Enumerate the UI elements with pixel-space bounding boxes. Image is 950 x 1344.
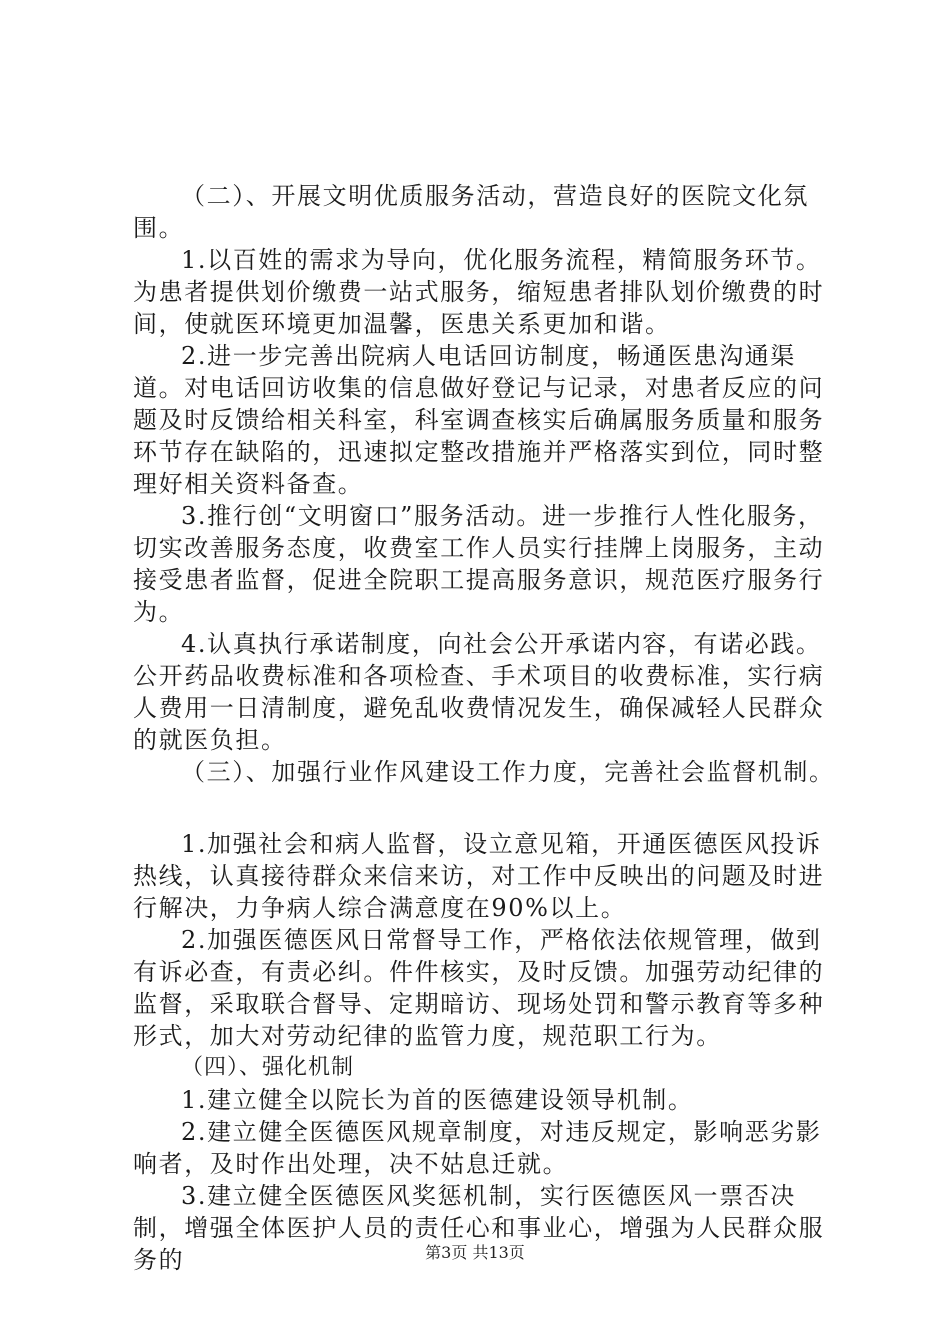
section-heading-4: （四）、强化机制 xyxy=(181,1055,355,1080)
paragraph-2-4: 4.认真执行承诺制度，向社会公开承诺内容，有诺必践。公开药品收费标准和各项检查、手术项目的收费标准，实行病人费用一日清制度，避免乱收费情况发生，确保减轻人民群众的就医负担。 xyxy=(133,630,825,754)
page-number-footer: 第3页 共13页 xyxy=(425,1243,525,1262)
section-heading-3: （三）、加强行业作风建设工作力度，完善社会监督机制。 xyxy=(181,758,835,786)
paragraph-2-2: 2.进一步完善出院病人电话回访制度，畅通医患沟通渠道。对电话回访收集的信息做好登记与记录，对患者反应的问题及时反馈给相关科室，科室调查核实后确属服务质量和服务环节存在缺陷的，迅速拟定整改措施并严格落实到位，同时整理好相关资料备查。 xyxy=(133,342,825,498)
paragraph-2-3: 3.推行创“文明窗口”服务活动。进一步推行人性化服务，切实改善服务态度，收费室工作人员实行挂牌上岗服务，主动接受患者监督，促进全院职工提高服务意识，规范医疗服务行为。 xyxy=(133,502,825,626)
paragraph-4-3: 3.建立健全医德医风奖惩机制，实行医德医风一票否决制，增强全体医护人员的责任心和事业心，增强为人民群众服务的 xyxy=(133,1182,825,1274)
blank-line xyxy=(133,788,845,828)
paragraph-3-1: 1.加强社会和病人监督，设立意见箱，开通医德医风投诉热线，认真接待群众来信来访，对工作中反映出的问题及时进行解决，力争病人综合满意度在90%以上。 xyxy=(133,830,825,922)
document-body xyxy=(133,180,845,1276)
paragraph-4-2: 2.建立健全医德医风规章制度，对违反规定，影响恶劣影响者，及时作出处理，决不姑息迁就。 xyxy=(133,1118,822,1178)
paragraph-4-1: 1.建立健全以院长为首的医德建设领导机制。 xyxy=(181,1086,694,1114)
section-heading-2: （二）、开展文明优质服务活动，营造良好的医院文化氛围。 xyxy=(133,182,809,242)
paragraph-3-2: 2.加强医德医风日常督导工作，严格依法依规管理，做到有诉必查，有责必纠。件件核实，及时反馈。加强劳动纪律的监督，采取联合督导、定期暗访、现场处罚和警示教育等多种形式，加大对劳动纪律的监管力度，规范职工行为。 xyxy=(133,926,825,1050)
paragraph-2-1: 1.以百姓的需求为导向，优化服务流程，精简服务环节。为患者提供划价缴费一站式服务，缩短患者排队划价缴费的时间，使就医环境更加温馨，医患关系更加和谐。 xyxy=(133,246,825,338)
